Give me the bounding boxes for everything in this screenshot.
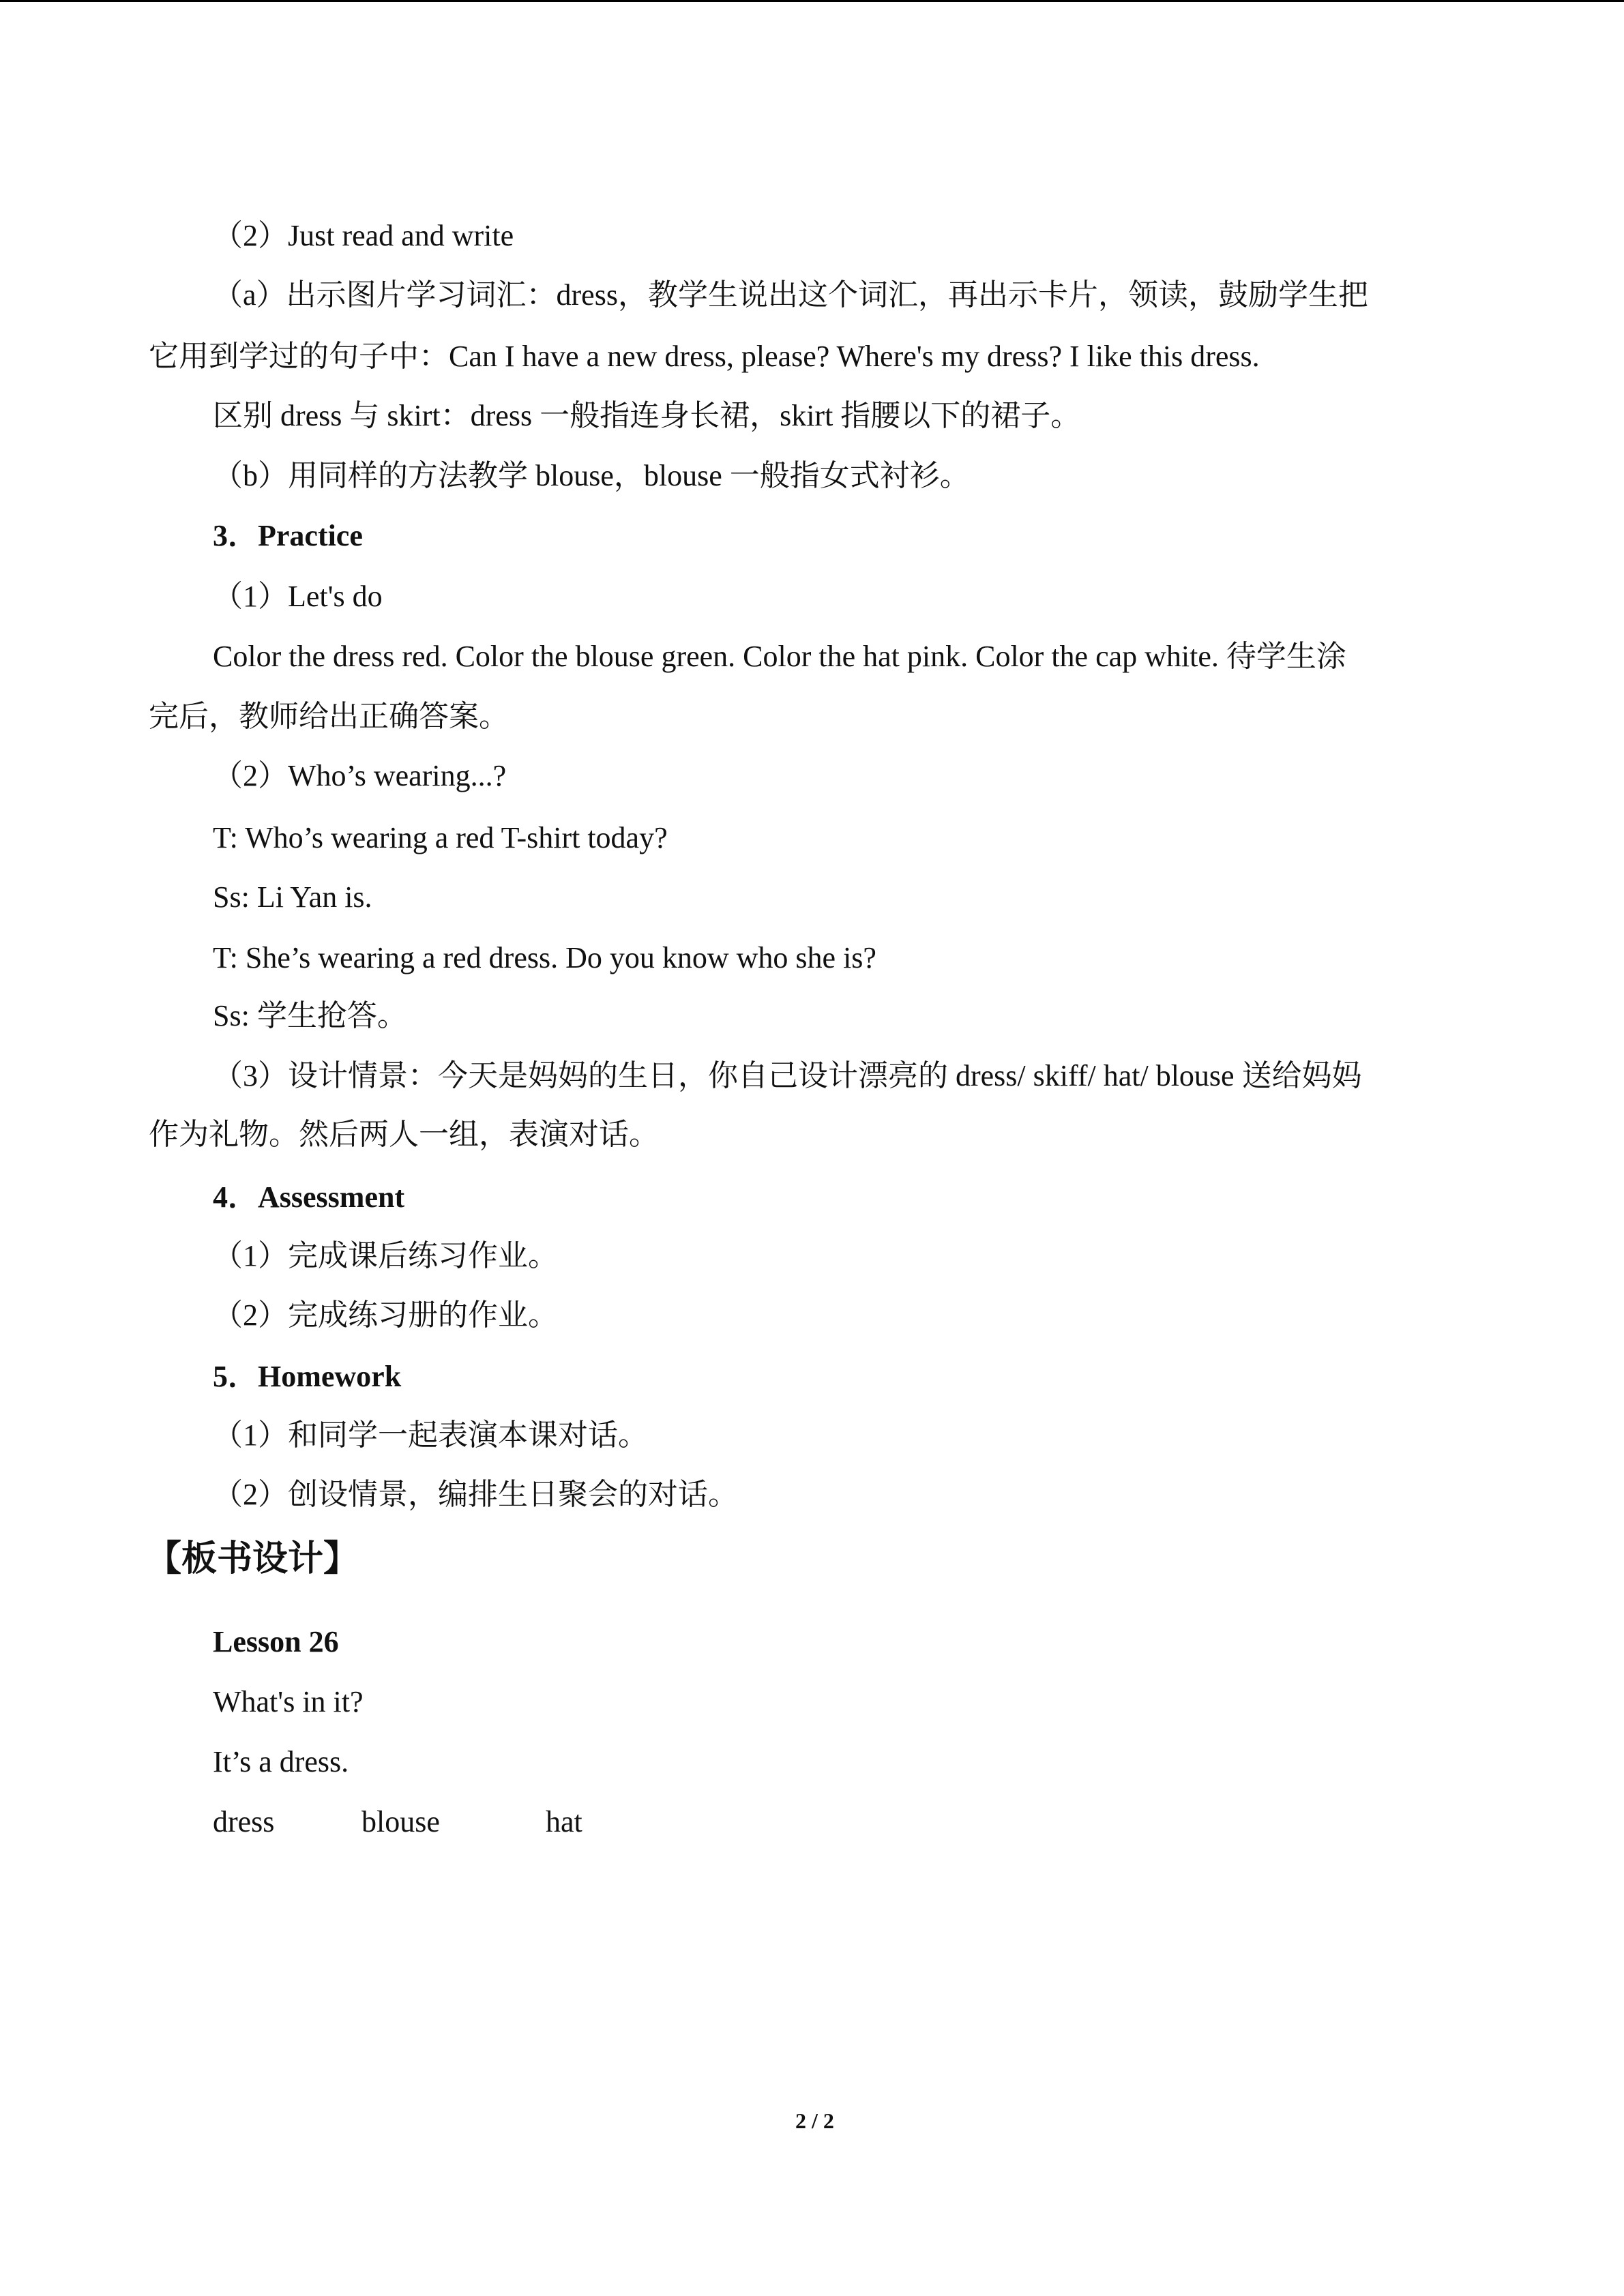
text-line: T: Who’s wearing a red T-shirt today? [213,821,668,854]
board-answer: It’s a dress. [213,1745,349,1778]
text-line: 作为礼物。然后两人一组，表演对话。 [149,1118,659,1151]
board-word: blouse [361,1805,440,1838]
text-line: Ss: Li Yan is. [213,880,372,914]
text-line: （2）创设情景，编排生日聚会的对话。 [213,1478,738,1511]
page-number: 2 / 2 [795,2108,834,2133]
section-heading: 5．Homework [213,1360,402,1393]
text-line: （a）出示图片学习词汇：dress，教学生说出这个词汇，再出示卡片，领读，鼓励学生把 [213,278,1368,312]
board-design-title: 【板书设计】 [146,1540,359,1579]
text-line: Ss: 学生抢答。 [213,999,407,1032]
text-line: （3）设计情景：今天是妈妈的生日，你自己设计漂亮的 dress/ skiff/ hat/ blouse 送给妈妈 [213,1059,1362,1092]
text-line: 区别 dress 与 skirt：dress 一般指连身长裙，skirt 指腰以下的裙子。 [213,399,1081,432]
text-line: （1）Let's do [213,580,383,613]
board-question: What's in it? [213,1685,364,1718]
text-line: （2）Who’s wearing...? [213,759,507,792]
board-lesson-title: Lesson 26 [213,1625,339,1658]
text-line: Color the dress red. Color the blouse green. Color the hat pink. Color the cap white. 待学生涂 [213,640,1346,673]
board-word: hat [546,1805,582,1838]
text-line: （2）完成练习册的作业。 [213,1298,558,1332]
section-heading: 3．Practice [213,519,363,552]
text-line: （b）用同样的方法教学 blouse，blouse 一般指女式衬衫。 [213,459,970,492]
text-line: T: She’s wearing a red dress. Do you know who she is? [213,941,876,974]
section-heading: 4．Assessment [213,1180,405,1214]
text-line: 它用到学过的句子中：Can I have a new dress, please? Where's my dress? I like this dress. [149,340,1260,373]
text-line: （1）完成课后练习作业。 [213,1239,558,1272]
text-line: 完后，教师给出正确答案。 [149,700,509,733]
text-line: （2）Just read and write [213,219,514,252]
text-line: （1）和同学一起表演本课对话。 [213,1418,648,1452]
page-top-border [0,0,1624,2]
board-word: dress [213,1805,275,1838]
